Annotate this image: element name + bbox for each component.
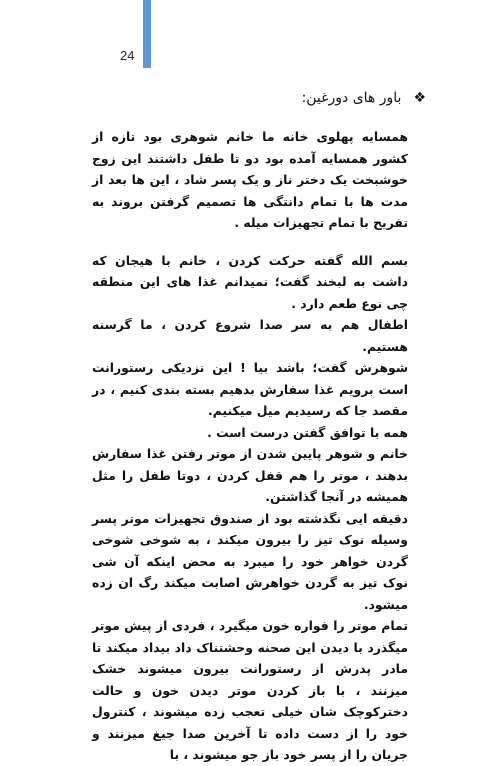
paragraph-aftermath: تمام موتر را فواره خون میگیرد ، فردی از پیش موتر میگذرد با دیدن این صحنه وحشتناک داد بیداد میکند تا مادر پدرش از رستورانت بیرون میشوند خشک میزنند ، با باز کردن موتر دیدن خون و حالت دخترکوچک شان خیلی تعجب زده میشوند ، کنترول خود را از دست داده تا آخرین صدا جیغ میزنند و جریان را از پسر خود باز جو میشوند ، با (92, 618, 408, 762)
page-accent-bar (143, 0, 151, 68)
section-heading: باور های دورغین: (301, 90, 402, 106)
paragraph-incident: دقیقه ایی نگذشته بود از صندوق تجهیزات موتر پسر وسیله نوک تیز را بیرون میکند ، به شوخی شوخی گردن خواهر خود را میبرد به محض اینکه آن شی نوک تیز به گردن خواهرش اصابت میکند رگ ان زده میشود. (92, 510, 408, 612)
paragraph-children-hungry: اطفال هم به سر صدا شروع کردن ، ما گرسنه هستیم. (92, 317, 408, 354)
story-body (92, 126, 408, 766)
paragraph-intro: همسایه پهلوی خانه ما خانم شوهری بود تازه از کشور همسایه آمده بود دو تا طفل داشتند این زوج خوشبخت یک دختر ناز و یک پسر شاد ، این ها بعد از مدت ها با تمام دانتگی ها تصمیم گرفتن بروند به تفریح با تمام تجهیزات میله . (92, 129, 408, 230)
diamond-bullet-icon: ❖ (413, 90, 426, 106)
paragraph-parents-leave: خانم و شوهر پایین شدن از موتر رفتن غذا سفارش بدهند ، موتر را هم قفل کردن ، دوتا طفل را مثل همیشه در آنجا گذاشتن. (92, 446, 408, 504)
paragraph-agreement: همه با توافق گفتن درست است . (207, 424, 408, 440)
paragraph-departure: بسم الله گفته حرکت کردن ، خانم با هیجان که داشت به لبخند گفت؛ نمیدانم غذا های این منطقه چی نوع طعم دارد . (92, 252, 408, 311)
page-number: 24 (120, 48, 135, 63)
paragraph-restaurant-plan: شوهرش گفت؛ باشد بیا ! این نزدیکی رستورانت است برویم غذا سفارش بدهیم بسته بندی کنیم ، در مقصد جا که رسیدیم میل میکنیم. (92, 360, 408, 418)
section-heading-row (0, 90, 426, 106)
